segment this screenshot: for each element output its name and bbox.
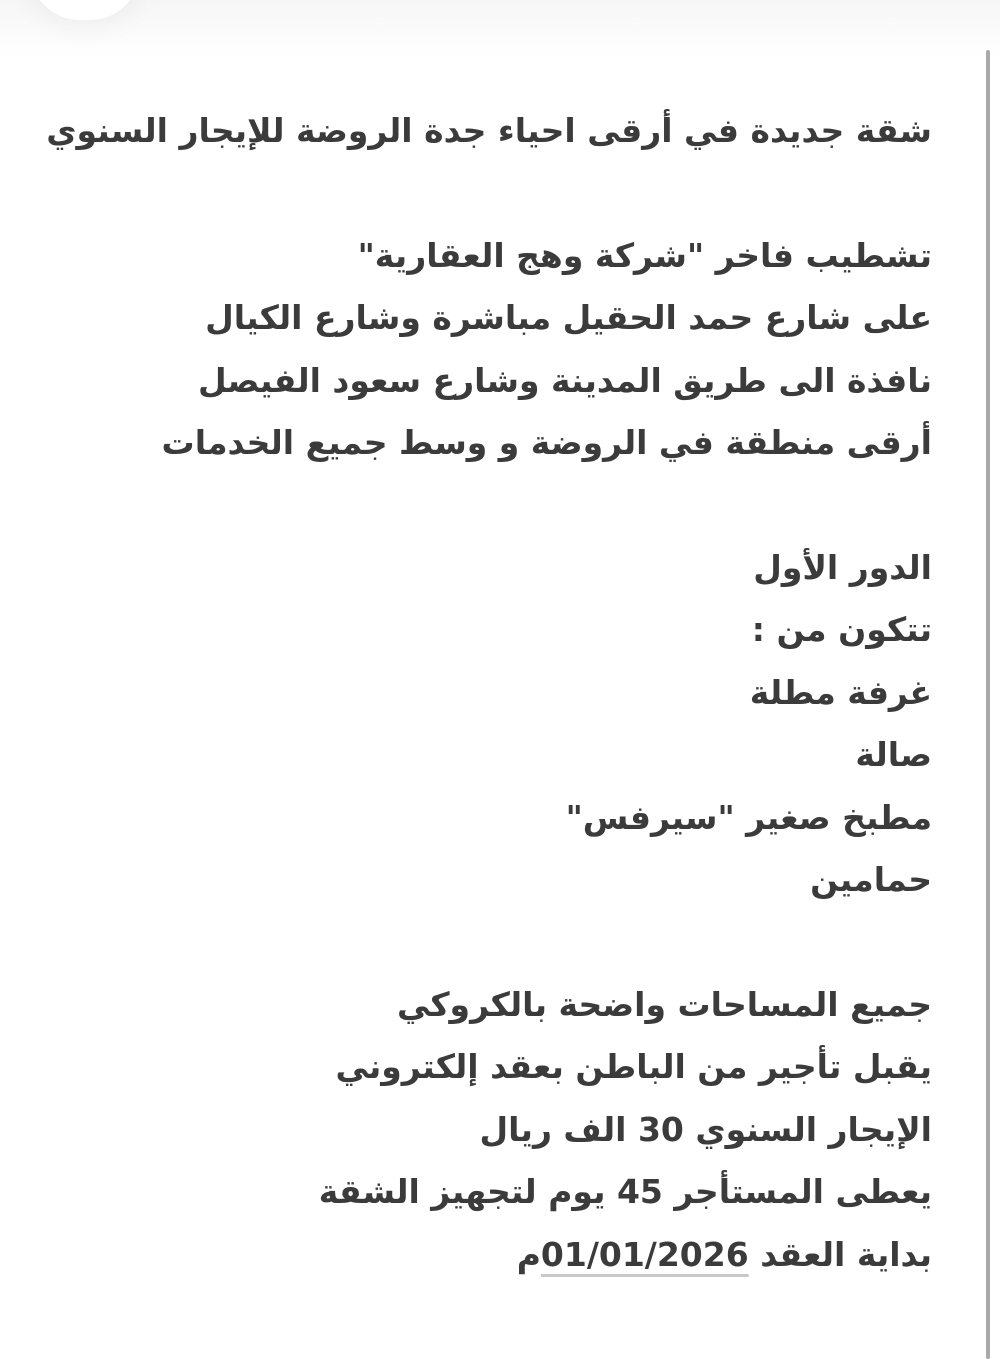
- term-line: يقبل تأجير من الباطن بعقد إلكتروني: [335, 1047, 932, 1086]
- feature-line: نافذة الى طريق المدينة وشارع سعود الفيصل: [198, 360, 932, 400]
- top-fade: [0, 0, 1000, 60]
- floor-line: الدور الأول: [753, 547, 932, 587]
- term-line: الإيجار السنوي 30 الف ريال: [479, 1109, 932, 1149]
- contract-start-date-link[interactable]: 01/01/2026: [540, 1234, 749, 1274]
- room-line: مطبخ صغير "سيرفس": [565, 797, 932, 837]
- listing-title: شقة جديدة في أرقى احياء جدة الروضة للإيجار السنوي: [46, 111, 932, 150]
- term-line: جميع المساحات واضحة بالكروكي: [396, 984, 932, 1024]
- feature-line: تشطيب فاخر "شركة وهج العقارية": [357, 235, 932, 275]
- room-line: صالة: [855, 735, 932, 774]
- listing-message: [46, 100, 932, 1286]
- term-line: يعطى المستأجر 45 يوم لتجهيز الشقة: [318, 1172, 932, 1211]
- date-suffix: م: [516, 1234, 541, 1274]
- contract-start-label: بداية العقد: [760, 1234, 932, 1274]
- feature-line: على شارع حمد الحقيل مباشرة وشارع الكيال: [205, 298, 932, 337]
- feature-line: أرقى منطقة في الروضة و وسط جميع الخدمات: [161, 423, 932, 462]
- contract-start-line: [72, 1224, 932, 1287]
- scrollbar[interactable]: [986, 50, 990, 1359]
- composition-label: تتكون من :: [751, 610, 932, 649]
- room-line: غرفة مطلة: [749, 672, 932, 712]
- spacer: [72, 475, 932, 537]
- room-line: حمامين: [810, 860, 932, 899]
- spacer: [72, 912, 932, 974]
